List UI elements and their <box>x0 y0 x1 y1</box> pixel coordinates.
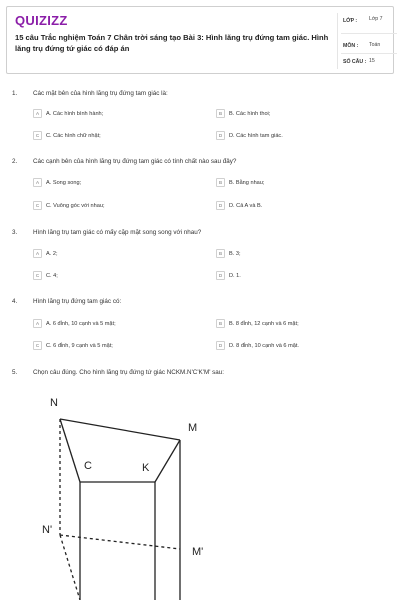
option-text: D. 1. <box>229 272 241 279</box>
question-text: Các mặt bên của hình lăng trụ đứng tam giác là: <box>33 90 168 97</box>
option-text: C. 4; <box>46 272 58 279</box>
option-c[interactable] <box>33 131 101 140</box>
option-d[interactable] <box>216 341 299 350</box>
question-count-label: SỐ CÂU : <box>343 59 367 65</box>
question-count-value: 15 <box>369 58 375 64</box>
question-number: 5. <box>12 369 18 376</box>
option-text: D. Cả A và B. <box>229 202 263 209</box>
option-letter-box: A <box>33 109 42 118</box>
question-text: Hình lăng trụ đứng tam giác có: <box>33 298 122 305</box>
prism-diagram <box>30 385 290 600</box>
header-divider <box>337 13 338 69</box>
vertex-label-m-prime: M' <box>192 546 204 558</box>
option-text: B. Bằng nhau; <box>229 179 265 186</box>
option-text: A. Song song; <box>46 179 82 186</box>
vertex-label-m: M <box>188 422 198 434</box>
option-letter-box: D <box>216 201 225 210</box>
option-letter-box: C <box>33 341 42 350</box>
option-b[interactable] <box>216 178 264 187</box>
option-c[interactable] <box>33 201 105 210</box>
vertex-label-n: N <box>50 397 58 409</box>
option-letter-box: D <box>216 271 225 280</box>
option-text: A. Các hình bình hành; <box>46 110 104 117</box>
option-letter-box: D <box>216 341 225 350</box>
option-letter-box: A <box>33 249 42 258</box>
subject-value: Toán <box>369 42 381 48</box>
option-letter-box: B <box>216 178 225 187</box>
option-text: B. Các hình thoi; <box>229 110 271 117</box>
quizizz-logo: QUIZIZZ <box>15 13 68 28</box>
option-text: D. 8 đỉnh, 10 cạnh và 6 mặt. <box>229 342 299 349</box>
info-divider <box>341 33 397 34</box>
option-b[interactable] <box>216 249 241 258</box>
option-d[interactable] <box>216 131 283 140</box>
option-text: B. 8 đỉnh, 12 cạnh và 6 mặt; <box>229 320 299 327</box>
option-letter-box: C <box>33 271 42 280</box>
question-number: 4. <box>12 298 18 305</box>
vertex-label-n-prime: N' <box>42 524 53 536</box>
option-text: A. 6 đỉnh, 10 cạnh và 5 mặt; <box>46 320 116 327</box>
question-text: Các cạnh bên của hình lăng trụ đứng tam giác có tính chất nào sau đây? <box>33 158 237 165</box>
option-d[interactable] <box>216 271 241 280</box>
option-b[interactable] <box>216 109 270 118</box>
vertex-label-k: K <box>142 462 150 474</box>
option-letter-box: B <box>216 249 225 258</box>
edge-nc <box>60 419 80 482</box>
option-a[interactable] <box>33 319 116 328</box>
option-text: C. Vuông góc với nhau; <box>46 202 105 209</box>
option-text: C. 6 đỉnh, 9 cạnh và 5 mặt; <box>46 342 113 349</box>
subject-label: MÔN : <box>343 43 359 49</box>
worksheet-header <box>6 6 394 74</box>
question-text: Hình lăng trụ tam giác có mấy cặp mặt song song với nhau? <box>33 229 202 236</box>
option-letter-box: A <box>33 319 42 328</box>
option-letter-box: B <box>216 319 225 328</box>
option-text: C. Các hình chữ nhật; <box>46 132 101 139</box>
question-number: 3. <box>12 229 18 236</box>
grade-value: Lớp 7 <box>369 16 383 22</box>
option-b[interactable] <box>216 319 299 328</box>
edge-n-prime-c-prime <box>60 535 80 600</box>
option-a[interactable] <box>33 109 103 118</box>
worksheet-title: 15 câu Trắc nghiệm Toán 7 Chân trời sáng tạo Bài 3: Hình lăng trụ đứng tam giác. Hình lăng trụ đứng tứ giác có đáp án <box>15 33 329 53</box>
option-letter-box: C <box>33 131 42 140</box>
edge-nm <box>60 419 180 440</box>
grade-label: LỚP : <box>343 18 358 24</box>
edge-n-prime-m-prime <box>60 535 180 549</box>
option-c[interactable] <box>33 341 113 350</box>
info-divider <box>341 53 397 54</box>
option-c[interactable] <box>33 271 58 280</box>
option-d[interactable] <box>216 201 262 210</box>
option-a[interactable] <box>33 249 58 258</box>
option-text: B. 3; <box>229 250 241 257</box>
option-letter-box: C <box>33 201 42 210</box>
question-text: Chọn câu đúng. Cho hình lăng trụ đứng tứ giác NCKM.N'C'K'M' sau: <box>33 369 225 376</box>
vertex-label-c: C <box>84 460 92 472</box>
option-a[interactable] <box>33 178 81 187</box>
option-text: D. Các hình tam giác. <box>229 132 283 139</box>
question-number: 2. <box>12 158 18 165</box>
edge-km <box>155 440 180 482</box>
option-letter-box: D <box>216 131 225 140</box>
option-text: A. 2; <box>46 250 58 257</box>
option-letter-box: B <box>216 109 225 118</box>
question-number: 1. <box>12 90 18 97</box>
option-letter-box: A <box>33 178 42 187</box>
